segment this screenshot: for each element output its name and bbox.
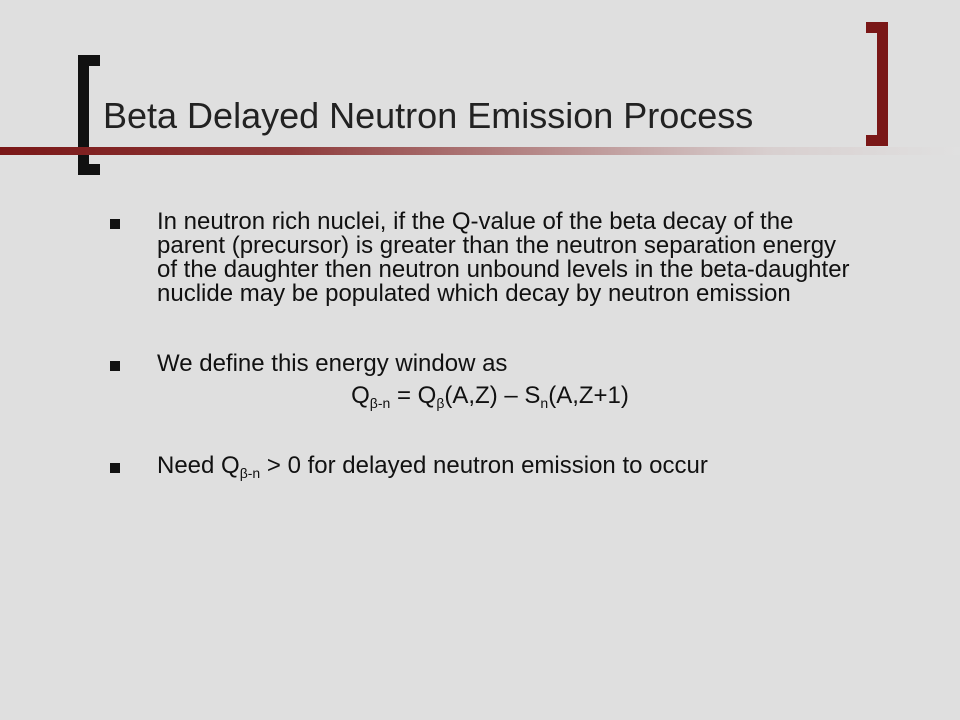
bullet-item	[110, 352, 850, 376]
title-rule-decoration	[0, 147, 960, 155]
equation-q-args: (A,Z) – S	[444, 382, 541, 409]
equation-lhs-subscript: β-n	[369, 395, 391, 411]
bullet-text-suffix: > 0 for delayed neutron emission to occur	[260, 452, 708, 479]
bullet-text-prefix: Need Q	[157, 452, 240, 479]
equation-q-subscript: β	[436, 395, 445, 411]
equation-q-beta-n	[110, 382, 850, 411]
equation-lhs-q: Q	[351, 382, 370, 409]
bullet-subscript: β-n	[239, 465, 261, 481]
bullet-item	[110, 452, 850, 481]
bullet-text: We define this energy window as	[157, 350, 508, 377]
slide-content	[110, 208, 850, 481]
slide-title: Beta Delayed Neutron Emission Process	[103, 95, 754, 136]
bullet-text: In neutron rich nuclei, if the Q-value of the beta decay of the parent (precursor) is greater than the neutron separation energy of the daughter then neutron unbound levels in the beta-daughter nuclide may be populated which decay by neutron emission	[157, 208, 850, 307]
right-bracket-decoration	[866, 22, 888, 146]
square-bullet-icon	[110, 219, 120, 229]
square-bullet-icon	[110, 463, 120, 473]
left-bracket-decoration	[78, 55, 100, 175]
equation-s-args: (A,Z+1)	[548, 382, 629, 409]
equation-equals: = Q	[390, 382, 437, 409]
square-bullet-icon	[110, 361, 120, 371]
bullet-item	[110, 210, 850, 306]
equation-s-subscript: n	[540, 395, 549, 411]
